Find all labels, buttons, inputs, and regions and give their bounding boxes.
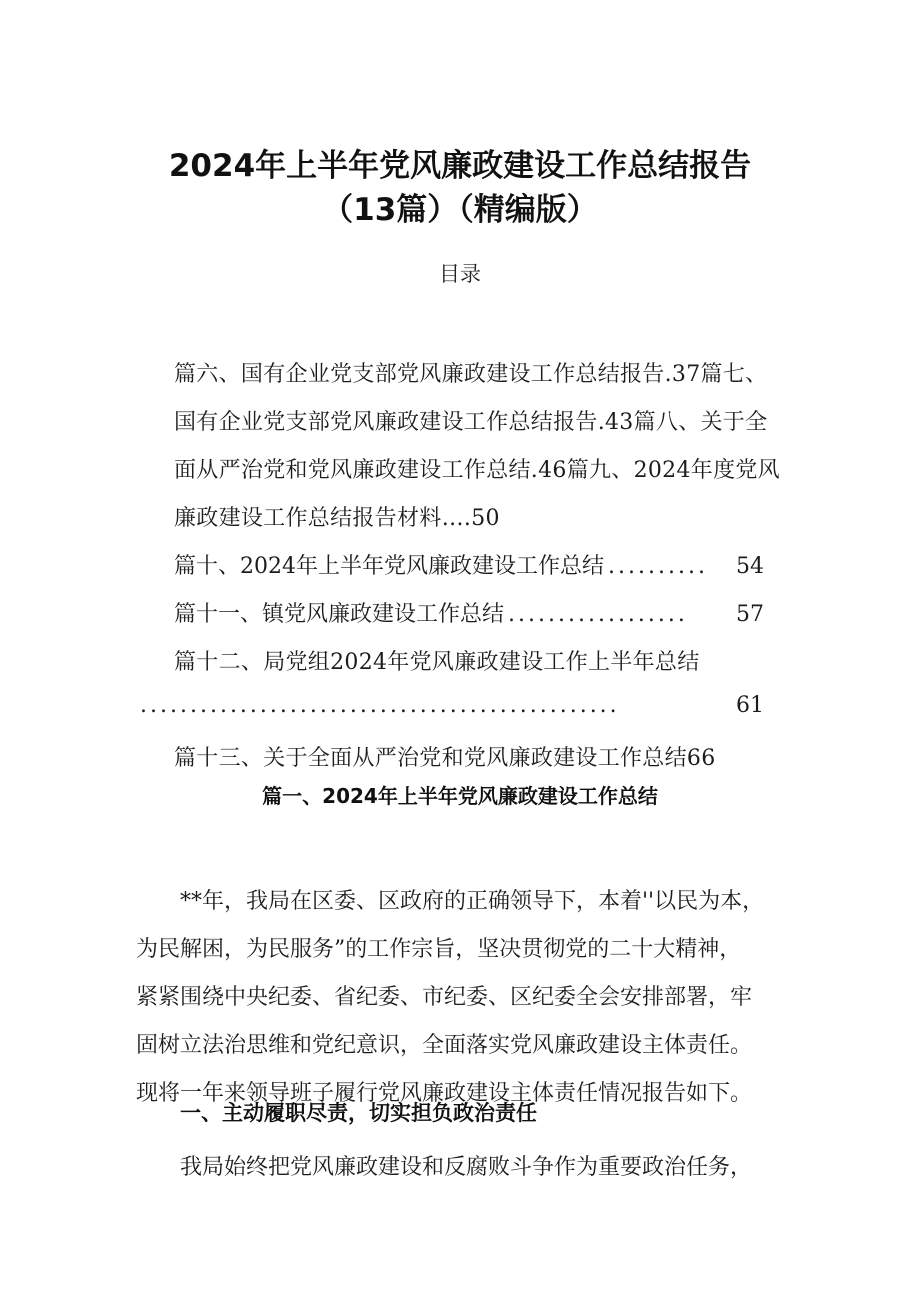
paragraph-line: 为民解困，为民服务”的工作宗旨，坚决贯彻党的二十大精神， — [136, 937, 742, 962]
document-title-line-2: （13篇）（精编版） — [322, 192, 598, 228]
toc-entry-page: 54 — [736, 554, 764, 579]
document-title-line-1: 2024年上半年党风廉政建设工作总结报告 — [168, 148, 752, 184]
paragraph-line: **年，我局在区委、区政府的正确领导下，本着''以民为本， — [180, 889, 765, 914]
toc-line: 面从严治党和党风廉政建设工作总结.46篇九、2024年度党风 — [174, 458, 780, 483]
toc-line: 国有企业党支部党风廉政建设工作总结报告.43篇八、关于全 — [174, 410, 768, 435]
toc-entry-leader: .......... — [608, 554, 708, 579]
sub-heading: 一、主动履职尽责，切实担负政治责任 — [180, 1101, 537, 1125]
toc-entry[interactable] — [174, 597, 764, 628]
toc-entry-page: 57 — [736, 602, 764, 627]
toc-line: 廉政建设工作总结报告材料….50 — [174, 506, 500, 531]
paragraph-line: 固树立法治思维和党纪意识，全面落实党风廉政建设主体责任。 — [136, 1033, 753, 1058]
toc-entry-label: 篇十一、镇党风廉政建设工作总结 — [174, 602, 505, 627]
paragraph-line: 现将一年来领导班子履行党风廉政建设主体责任情况报告如下。 — [136, 1081, 753, 1106]
toc-entry-12-leader-row[interactable] — [140, 693, 764, 718]
paragraph-line: 紧紧围绕中央纪委、省纪委、市纪委、区纪委全会安排部署，牢 — [136, 985, 753, 1010]
toc-entry-page: 61 — [736, 693, 764, 718]
toc-entry-12-label[interactable]: 篇十二、局党组2024年党风廉政建设工作上半年总结 — [174, 650, 700, 675]
toc-entry-label: 篇十、2024年上半年党风廉政建设工作总结 — [174, 554, 604, 579]
toc-entry-13[interactable]: 篇十三、关于全面从严治党和党风廉政建设工作总结66 — [174, 746, 716, 771]
toc-line: 篇六、国有企业党支部党风廉政建设工作总结报告.37篇七、 — [174, 362, 768, 387]
toc-entry[interactable] — [174, 549, 764, 580]
toc-entry-leader: .................. — [508, 602, 688, 627]
toc-heading: 目录 — [439, 262, 481, 286]
paragraph-line: 我局始终把党风廉政建设和反腐败斗争作为重要政治任务， — [180, 1155, 753, 1180]
toc-entry-leader: ................................................ — [140, 693, 620, 718]
section-heading: 篇一、2024年上半年党风廉政建设工作总结 — [262, 784, 658, 808]
